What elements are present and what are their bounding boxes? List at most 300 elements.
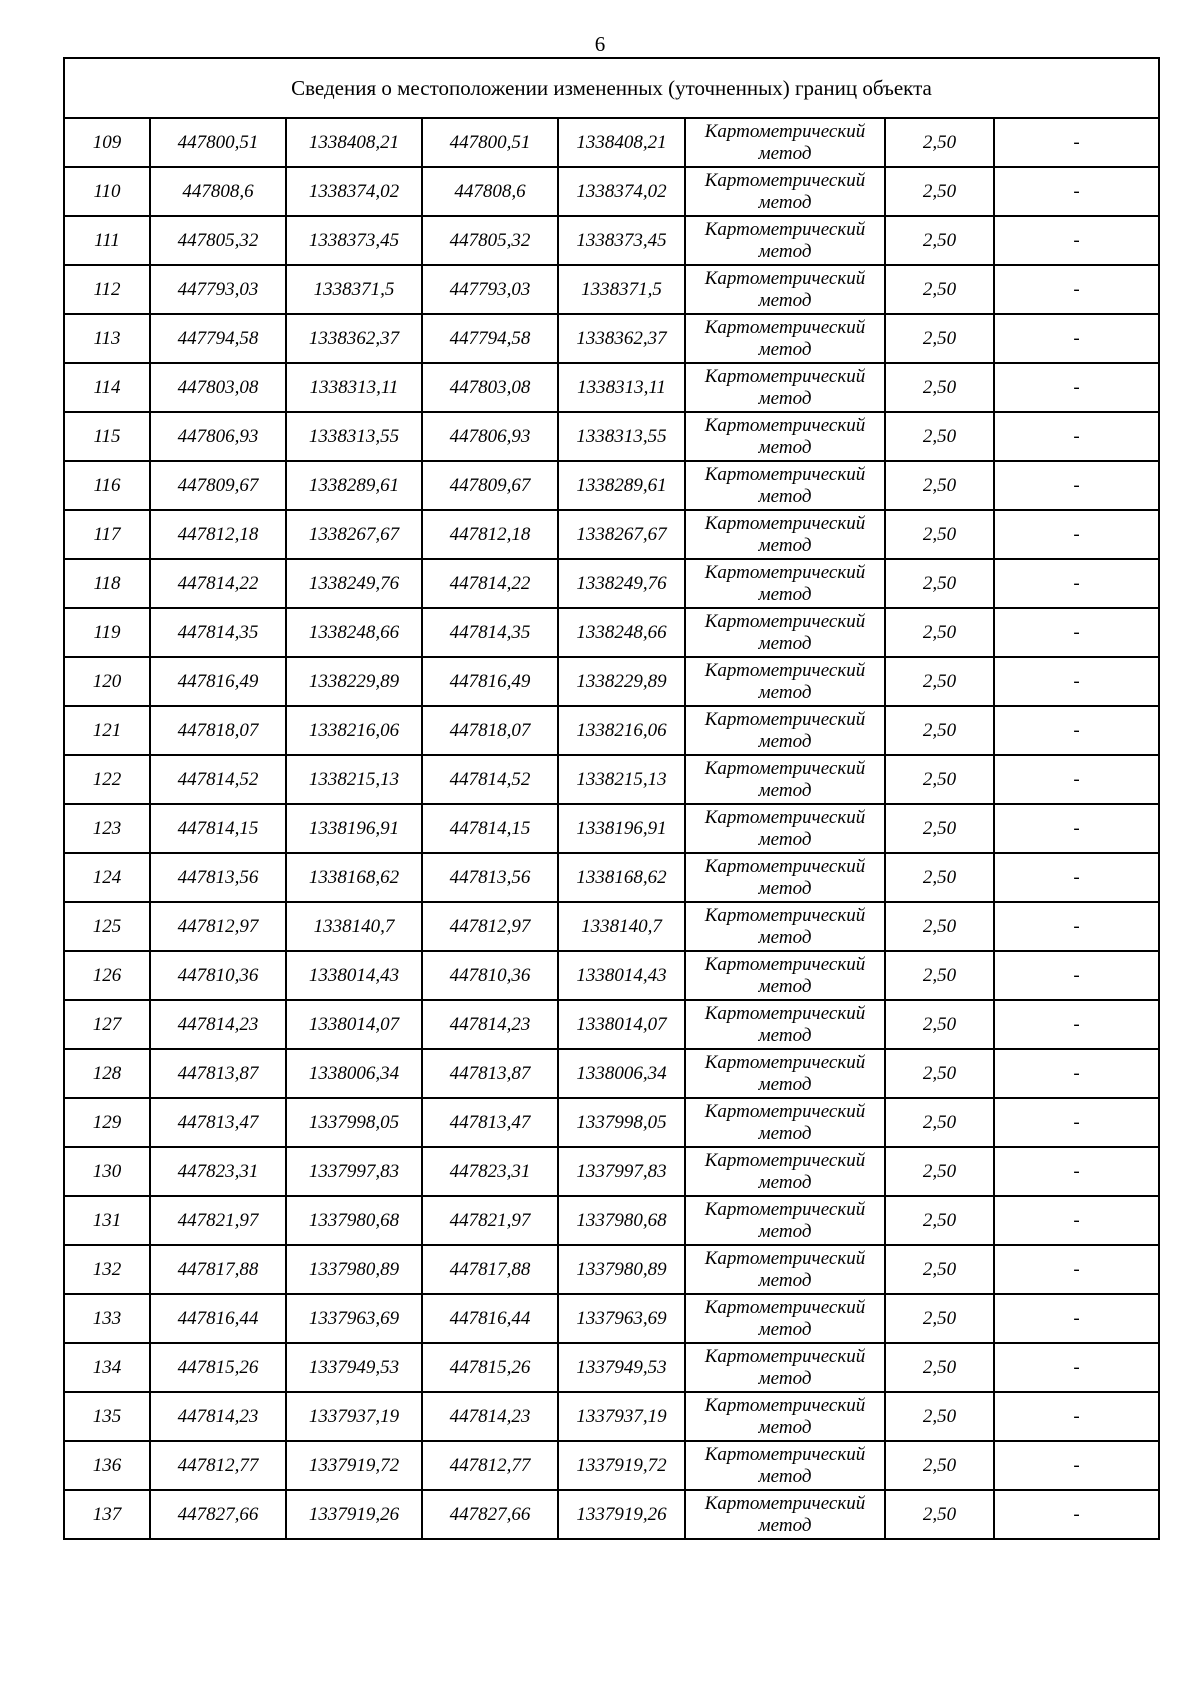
cell-x-new: 447805,32 xyxy=(422,216,558,265)
cell-note: - xyxy=(994,1343,1159,1392)
method-line-1: Картометрический xyxy=(704,1394,866,1416)
method-line-1: Картометрический xyxy=(704,1198,866,1220)
cell-method xyxy=(685,853,885,902)
cell-accuracy: 2,50 xyxy=(885,657,994,706)
cell-x-existing: 447816,49 xyxy=(150,657,286,706)
cell-x-existing: 447817,88 xyxy=(150,1245,286,1294)
table-title-row xyxy=(64,58,1159,118)
cell-y-new: 1338362,37 xyxy=(558,314,685,363)
cell-x-new: 447814,23 xyxy=(422,1000,558,1049)
cell-note: - xyxy=(994,1441,1159,1490)
cell-x-existing: 447823,31 xyxy=(150,1147,286,1196)
cell-y-new: 1337980,89 xyxy=(558,1245,685,1294)
cell-point-number: 114 xyxy=(64,363,150,412)
cell-accuracy: 2,50 xyxy=(885,608,994,657)
cell-note: - xyxy=(994,853,1159,902)
table-row xyxy=(64,902,1159,951)
cell-y-new: 1338140,7 xyxy=(558,902,685,951)
cell-x-new: 447818,07 xyxy=(422,706,558,755)
cell-note: - xyxy=(994,363,1159,412)
cell-x-existing: 447794,58 xyxy=(150,314,286,363)
cell-x-new: 447800,51 xyxy=(422,118,558,167)
cell-y-existing: 1338014,43 xyxy=(286,951,422,1000)
method-line-1: Картометрический xyxy=(704,610,866,632)
cell-y-existing: 1338196,91 xyxy=(286,804,422,853)
cell-x-existing: 447818,07 xyxy=(150,706,286,755)
cell-method xyxy=(685,363,885,412)
table-row xyxy=(64,1098,1159,1147)
method-line-1: Картометрический xyxy=(704,904,866,926)
table-row xyxy=(64,559,1159,608)
cell-point-number: 115 xyxy=(64,412,150,461)
cell-accuracy: 2,50 xyxy=(885,951,994,1000)
method-line-1: Картометрический xyxy=(704,1100,866,1122)
table-row xyxy=(64,657,1159,706)
method-line-1: Картометрический xyxy=(704,757,866,779)
table-row xyxy=(64,363,1159,412)
cell-method xyxy=(685,1441,885,1490)
cell-method xyxy=(685,216,885,265)
cell-point-number: 118 xyxy=(64,559,150,608)
cell-method xyxy=(685,1098,885,1147)
cell-y-new: 1338229,89 xyxy=(558,657,685,706)
cell-method xyxy=(685,265,885,314)
cell-note: - xyxy=(994,412,1159,461)
cell-x-existing: 447816,44 xyxy=(150,1294,286,1343)
cell-accuracy: 2,50 xyxy=(885,265,994,314)
cell-x-new: 447809,67 xyxy=(422,461,558,510)
table-row xyxy=(64,608,1159,657)
cell-x-new: 447814,35 xyxy=(422,608,558,657)
method-line-2: метод xyxy=(758,1171,812,1193)
cell-note: - xyxy=(994,216,1159,265)
cell-point-number: 125 xyxy=(64,902,150,951)
method-line-1: Картометрический xyxy=(704,1002,866,1024)
cell-y-existing: 1338371,5 xyxy=(286,265,422,314)
cell-y-new: 1337937,19 xyxy=(558,1392,685,1441)
method-line-2: метод xyxy=(758,1318,812,1340)
table-row xyxy=(64,461,1159,510)
cell-x-existing: 447806,93 xyxy=(150,412,286,461)
cell-method xyxy=(685,412,885,461)
cell-method xyxy=(685,608,885,657)
cell-note: - xyxy=(994,706,1159,755)
cell-method xyxy=(685,951,885,1000)
cell-accuracy: 2,50 xyxy=(885,510,994,559)
cell-x-new: 447817,88 xyxy=(422,1245,558,1294)
cell-point-number: 117 xyxy=(64,510,150,559)
cell-note: - xyxy=(994,1490,1159,1539)
cell-method xyxy=(685,1392,885,1441)
cell-y-existing: 1338215,13 xyxy=(286,755,422,804)
method-line-1: Картометрический xyxy=(704,316,866,338)
cell-y-new: 1337963,69 xyxy=(558,1294,685,1343)
method-line-2: метод xyxy=(758,1024,812,1046)
table-row xyxy=(64,167,1159,216)
cell-y-new: 1338313,55 xyxy=(558,412,685,461)
cell-x-existing: 447812,18 xyxy=(150,510,286,559)
cell-x-existing: 447809,67 xyxy=(150,461,286,510)
cell-accuracy: 2,50 xyxy=(885,412,994,461)
cell-note: - xyxy=(994,1000,1159,1049)
cell-accuracy: 2,50 xyxy=(885,1147,994,1196)
cell-accuracy: 2,50 xyxy=(885,1490,994,1539)
cell-y-existing: 1337998,05 xyxy=(286,1098,422,1147)
cell-note: - xyxy=(994,559,1159,608)
boundary-coordinates-table xyxy=(63,57,1160,1540)
cell-note: - xyxy=(994,1294,1159,1343)
method-line-1: Картометрический xyxy=(704,463,866,485)
cell-y-new: 1338374,02 xyxy=(558,167,685,216)
cell-method xyxy=(685,755,885,804)
cell-x-new: 447815,26 xyxy=(422,1343,558,1392)
method-line-2: метод xyxy=(758,730,812,752)
cell-y-existing: 1337980,89 xyxy=(286,1245,422,1294)
method-line-2: метод xyxy=(758,387,812,409)
cell-point-number: 128 xyxy=(64,1049,150,1098)
cell-accuracy: 2,50 xyxy=(885,706,994,755)
method-line-1: Картометрический xyxy=(704,414,866,436)
cell-x-new: 447814,52 xyxy=(422,755,558,804)
cell-x-existing: 447808,6 xyxy=(150,167,286,216)
cell-accuracy: 2,50 xyxy=(885,1294,994,1343)
cell-note: - xyxy=(994,314,1159,363)
cell-y-existing: 1338229,89 xyxy=(286,657,422,706)
cell-y-new: 1338014,07 xyxy=(558,1000,685,1049)
method-line-1: Картометрический xyxy=(704,953,866,975)
cell-point-number: 133 xyxy=(64,1294,150,1343)
cell-point-number: 123 xyxy=(64,804,150,853)
cell-x-existing: 447812,97 xyxy=(150,902,286,951)
cell-x-new: 447803,08 xyxy=(422,363,558,412)
method-line-2: метод xyxy=(758,1122,812,1144)
cell-method xyxy=(685,559,885,608)
cell-y-existing: 1337919,26 xyxy=(286,1490,422,1539)
cell-y-new: 1337997,83 xyxy=(558,1147,685,1196)
cell-note: - xyxy=(994,510,1159,559)
cell-x-existing: 447800,51 xyxy=(150,118,286,167)
cell-x-new: 447794,58 xyxy=(422,314,558,363)
cell-note: - xyxy=(994,804,1159,853)
cell-accuracy: 2,50 xyxy=(885,902,994,951)
cell-x-existing: 447805,32 xyxy=(150,216,286,265)
method-line-2: метод xyxy=(758,1514,812,1536)
cell-accuracy: 2,50 xyxy=(885,755,994,804)
method-line-2: метод xyxy=(758,142,812,164)
cell-y-new: 1338289,61 xyxy=(558,461,685,510)
cell-y-existing: 1338249,76 xyxy=(286,559,422,608)
table-row xyxy=(64,1147,1159,1196)
method-line-1: Картометрический xyxy=(704,1149,866,1171)
cell-point-number: 119 xyxy=(64,608,150,657)
method-line-1: Картометрический xyxy=(704,512,866,534)
cell-y-existing: 1338373,45 xyxy=(286,216,422,265)
table-row xyxy=(64,706,1159,755)
cell-note: - xyxy=(994,1098,1159,1147)
cell-x-existing: 447803,08 xyxy=(150,363,286,412)
cell-y-existing: 1338267,67 xyxy=(286,510,422,559)
cell-method xyxy=(685,706,885,755)
cell-x-new: 447806,93 xyxy=(422,412,558,461)
cell-accuracy: 2,50 xyxy=(885,118,994,167)
cell-x-existing: 447814,23 xyxy=(150,1000,286,1049)
method-line-1: Картометрический xyxy=(704,708,866,730)
method-line-1: Картометрический xyxy=(704,855,866,877)
cell-note: - xyxy=(994,1245,1159,1294)
cell-x-existing: 447813,47 xyxy=(150,1098,286,1147)
table-row xyxy=(64,1343,1159,1392)
cell-method xyxy=(685,1343,885,1392)
table-row xyxy=(64,1196,1159,1245)
cell-y-new: 1338371,5 xyxy=(558,265,685,314)
cell-accuracy: 2,50 xyxy=(885,853,994,902)
cell-y-new: 1338006,34 xyxy=(558,1049,685,1098)
method-line-2: метод xyxy=(758,926,812,948)
cell-x-new: 447814,22 xyxy=(422,559,558,608)
cell-point-number: 135 xyxy=(64,1392,150,1441)
method-line-2: метод xyxy=(758,191,812,213)
cell-accuracy: 2,50 xyxy=(885,1392,994,1441)
cell-y-existing: 1337997,83 xyxy=(286,1147,422,1196)
cell-y-existing: 1337937,19 xyxy=(286,1392,422,1441)
method-line-2: метод xyxy=(758,828,812,850)
method-line-1: Картометрический xyxy=(704,267,866,289)
method-line-2: метод xyxy=(758,485,812,507)
cell-method xyxy=(685,167,885,216)
cell-y-existing: 1337980,68 xyxy=(286,1196,422,1245)
cell-x-existing: 447813,87 xyxy=(150,1049,286,1098)
cell-accuracy: 2,50 xyxy=(885,216,994,265)
cell-note: - xyxy=(994,902,1159,951)
cell-accuracy: 2,50 xyxy=(885,559,994,608)
cell-point-number: 121 xyxy=(64,706,150,755)
cell-method xyxy=(685,1245,885,1294)
cell-method xyxy=(685,902,885,951)
table-row xyxy=(64,1490,1159,1539)
cell-point-number: 120 xyxy=(64,657,150,706)
method-line-1: Картометрический xyxy=(704,1247,866,1269)
cell-x-new: 447793,03 xyxy=(422,265,558,314)
cell-note: - xyxy=(994,657,1159,706)
cell-accuracy: 2,50 xyxy=(885,314,994,363)
cell-accuracy: 2,50 xyxy=(885,1441,994,1490)
table-row xyxy=(64,265,1159,314)
cell-note: - xyxy=(994,118,1159,167)
cell-y-new: 1337919,26 xyxy=(558,1490,685,1539)
cell-x-existing: 447814,23 xyxy=(150,1392,286,1441)
table-row xyxy=(64,1245,1159,1294)
cell-x-new: 447812,97 xyxy=(422,902,558,951)
method-line-2: метод xyxy=(758,1073,812,1095)
cell-y-existing: 1337963,69 xyxy=(286,1294,422,1343)
cell-y-existing: 1338006,34 xyxy=(286,1049,422,1098)
method-line-2: метод xyxy=(758,681,812,703)
cell-x-existing: 447813,56 xyxy=(150,853,286,902)
table-row xyxy=(64,853,1159,902)
cell-accuracy: 2,50 xyxy=(885,1196,994,1245)
cell-note: - xyxy=(994,1147,1159,1196)
cell-method xyxy=(685,510,885,559)
cell-note: - xyxy=(994,608,1159,657)
cell-x-new: 447814,15 xyxy=(422,804,558,853)
table-row xyxy=(64,804,1159,853)
cell-note: - xyxy=(994,265,1159,314)
cell-x-existing: 447814,22 xyxy=(150,559,286,608)
cell-point-number: 126 xyxy=(64,951,150,1000)
cell-x-new: 447808,6 xyxy=(422,167,558,216)
method-line-1: Картометрический xyxy=(704,1345,866,1367)
cell-point-number: 112 xyxy=(64,265,150,314)
cell-y-existing: 1338313,55 xyxy=(286,412,422,461)
cell-point-number: 109 xyxy=(64,118,150,167)
cell-x-new: 447814,23 xyxy=(422,1392,558,1441)
cell-y-new: 1337980,68 xyxy=(558,1196,685,1245)
cell-y-new: 1338196,91 xyxy=(558,804,685,853)
cell-note: - xyxy=(994,1049,1159,1098)
cell-accuracy: 2,50 xyxy=(885,1343,994,1392)
cell-x-existing: 447793,03 xyxy=(150,265,286,314)
method-line-1: Картометрический xyxy=(704,659,866,681)
cell-x-new: 447813,87 xyxy=(422,1049,558,1098)
cell-method xyxy=(685,1049,885,1098)
method-line-2: метод xyxy=(758,240,812,262)
cell-note: - xyxy=(994,951,1159,1000)
cell-method xyxy=(685,461,885,510)
cell-y-existing: 1337919,72 xyxy=(286,1441,422,1490)
method-line-2: метод xyxy=(758,1465,812,1487)
cell-x-existing: 447810,36 xyxy=(150,951,286,1000)
cell-y-new: 1338373,45 xyxy=(558,216,685,265)
cell-accuracy: 2,50 xyxy=(885,1245,994,1294)
cell-y-new: 1338267,67 xyxy=(558,510,685,559)
method-line-1: Картометрический xyxy=(704,365,866,387)
cell-y-new: 1338249,76 xyxy=(558,559,685,608)
cell-y-existing: 1338289,61 xyxy=(286,461,422,510)
cell-accuracy: 2,50 xyxy=(885,363,994,412)
table-row xyxy=(64,1392,1159,1441)
table-row xyxy=(64,510,1159,559)
table-row xyxy=(64,1049,1159,1098)
method-line-2: метод xyxy=(758,975,812,997)
cell-x-new: 447816,44 xyxy=(422,1294,558,1343)
cell-method xyxy=(685,1000,885,1049)
method-line-1: Картометрический xyxy=(704,1492,866,1514)
cell-point-number: 113 xyxy=(64,314,150,363)
cell-method xyxy=(685,314,885,363)
cell-point-number: 116 xyxy=(64,461,150,510)
cell-x-new: 447813,47 xyxy=(422,1098,558,1147)
cell-x-existing: 447821,97 xyxy=(150,1196,286,1245)
cell-y-existing: 1338216,06 xyxy=(286,706,422,755)
cell-method xyxy=(685,118,885,167)
cell-y-existing: 1338014,07 xyxy=(286,1000,422,1049)
method-line-1: Картометрический xyxy=(704,169,866,191)
table-row xyxy=(64,1441,1159,1490)
cell-point-number: 124 xyxy=(64,853,150,902)
cell-note: - xyxy=(994,167,1159,216)
cell-x-new: 447810,36 xyxy=(422,951,558,1000)
method-line-2: метод xyxy=(758,1220,812,1242)
method-line-1: Картометрический xyxy=(704,218,866,240)
table-row xyxy=(64,412,1159,461)
cell-x-existing: 447827,66 xyxy=(150,1490,286,1539)
cell-y-existing: 1338168,62 xyxy=(286,853,422,902)
cell-note: - xyxy=(994,1196,1159,1245)
method-line-2: метод xyxy=(758,534,812,556)
cell-point-number: 111 xyxy=(64,216,150,265)
method-line-1: Картометрический xyxy=(704,120,866,142)
method-line-2: метод xyxy=(758,632,812,654)
cell-x-existing: 447815,26 xyxy=(150,1343,286,1392)
method-line-2: метод xyxy=(758,338,812,360)
cell-y-existing: 1338313,11 xyxy=(286,363,422,412)
table-row xyxy=(64,314,1159,363)
cell-accuracy: 2,50 xyxy=(885,461,994,510)
cell-point-number: 122 xyxy=(64,755,150,804)
table-row xyxy=(64,118,1159,167)
table-row xyxy=(64,216,1159,265)
cell-x-new: 447812,77 xyxy=(422,1441,558,1490)
method-line-1: Картометрический xyxy=(704,806,866,828)
cell-y-new: 1338014,43 xyxy=(558,951,685,1000)
cell-x-existing: 447814,52 xyxy=(150,755,286,804)
cell-y-new: 1337919,72 xyxy=(558,1441,685,1490)
cell-accuracy: 2,50 xyxy=(885,1098,994,1147)
cell-y-existing: 1337949,53 xyxy=(286,1343,422,1392)
method-line-1: Картометрический xyxy=(704,1051,866,1073)
cell-note: - xyxy=(994,461,1159,510)
table-row xyxy=(64,951,1159,1000)
cell-x-new: 447813,56 xyxy=(422,853,558,902)
cell-method xyxy=(685,1294,885,1343)
cell-point-number: 134 xyxy=(64,1343,150,1392)
method-line-1: Картометрический xyxy=(704,561,866,583)
cell-y-new: 1337949,53 xyxy=(558,1343,685,1392)
table-row xyxy=(64,1000,1159,1049)
cell-y-existing: 1338140,7 xyxy=(286,902,422,951)
method-line-2: метод xyxy=(758,289,812,311)
cell-y-existing: 1338362,37 xyxy=(286,314,422,363)
cell-y-existing: 1338374,02 xyxy=(286,167,422,216)
cell-y-new: 1338216,06 xyxy=(558,706,685,755)
cell-method xyxy=(685,804,885,853)
cell-point-number: 110 xyxy=(64,167,150,216)
table-row xyxy=(64,1294,1159,1343)
cell-x-new: 447816,49 xyxy=(422,657,558,706)
cell-point-number: 137 xyxy=(64,1490,150,1539)
cell-method xyxy=(685,1490,885,1539)
cell-note: - xyxy=(994,755,1159,804)
cell-y-new: 1338313,11 xyxy=(558,363,685,412)
method-line-1: Картометрический xyxy=(704,1443,866,1465)
cell-accuracy: 2,50 xyxy=(885,1000,994,1049)
cell-y-new: 1338168,62 xyxy=(558,853,685,902)
table-body xyxy=(64,58,1159,1539)
method-line-2: метод xyxy=(758,877,812,899)
cell-x-new: 447821,97 xyxy=(422,1196,558,1245)
method-line-2: метод xyxy=(758,779,812,801)
cell-y-existing: 1338408,21 xyxy=(286,118,422,167)
cell-point-number: 127 xyxy=(64,1000,150,1049)
cell-x-existing: 447812,77 xyxy=(150,1441,286,1490)
cell-x-existing: 447814,35 xyxy=(150,608,286,657)
page-number: 6 xyxy=(594,32,606,56)
cell-accuracy: 2,50 xyxy=(885,1049,994,1098)
cell-method xyxy=(685,1196,885,1245)
method-line-2: метод xyxy=(758,1416,812,1438)
cell-y-new: 1338215,13 xyxy=(558,755,685,804)
table-title: Сведения о местоположении измененных (уточненных) границ объекта xyxy=(64,58,1159,118)
